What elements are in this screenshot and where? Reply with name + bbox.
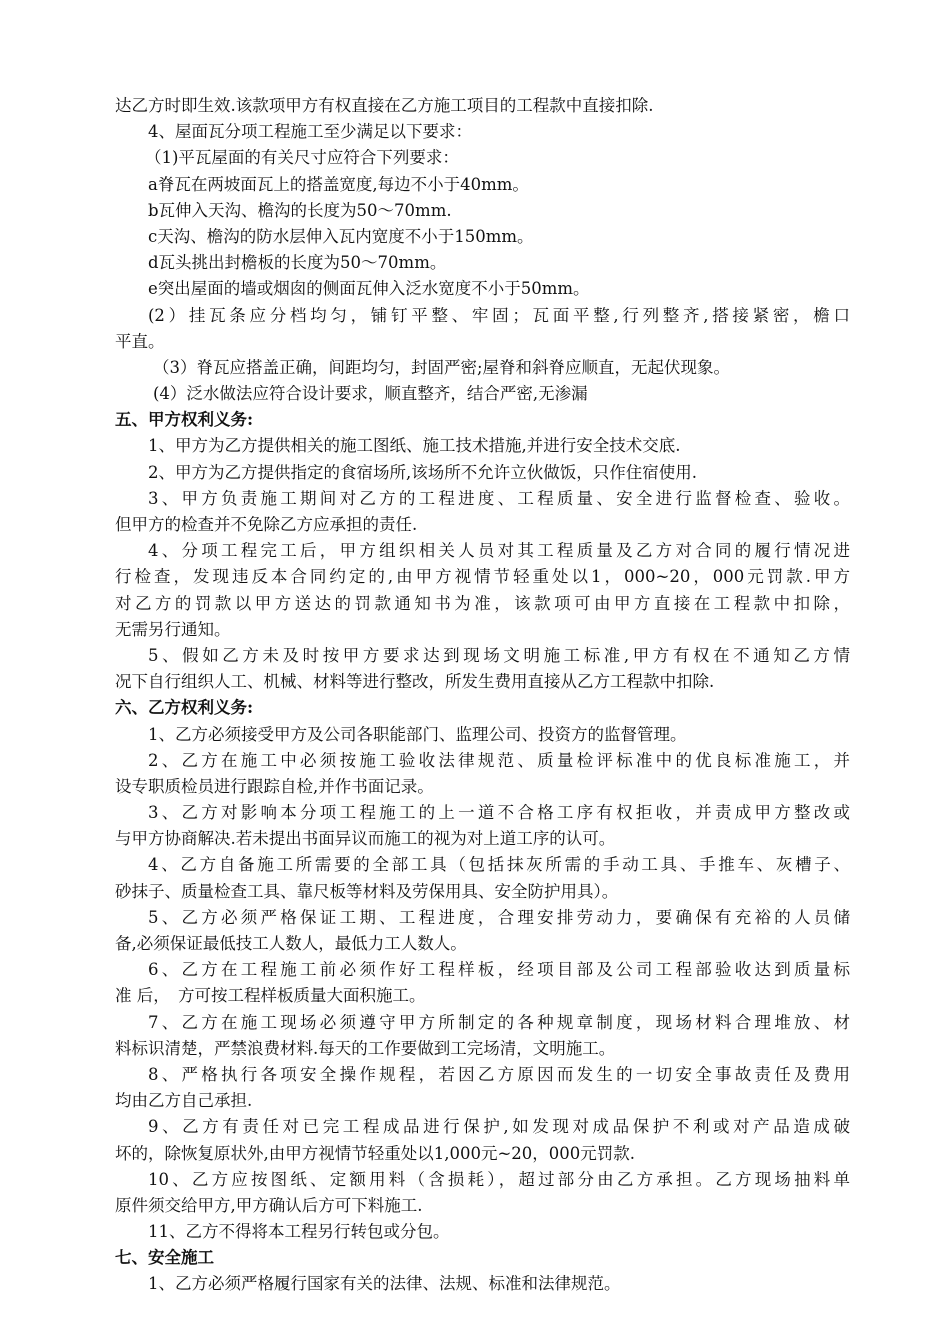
text-line: （3）脊瓦应搭盖正确，间距均匀，封固严密;屋脊和斜脊应顺直，无起伏现象。	[153, 357, 731, 377]
text-line: 5、乙方必须严格保证工期、工程进度，合理安排劳动力，要确保有充裕的人员储	[148, 907, 850, 927]
text-line: 2、甲方为乙方提供指定的食宿场所,该场所不允许立伙做饭，只作住宿使用.	[148, 462, 697, 482]
text-line: 与甲方协商解决.若未提出书面异议而施工的视为对上道工序的认可。	[115, 829, 616, 849]
text-line: （1)平瓦屋面的有关尺寸应符合下列要求：	[145, 148, 459, 168]
text-line: 无需另行通知。	[115, 619, 231, 639]
text-line: 但甲方的检查并不免除乙方应承担的责任.	[115, 515, 418, 534]
text-line: 原件须交给甲方,甲方确认后方可下料施工.	[115, 1195, 423, 1215]
text-line: 备,必须保证最低技工人数人，最低力工人数人。	[115, 934, 467, 953]
text-line: 4、乙方自备施工所需要的全部工具（包括抹灰所需的手动工具、手推车、灰槽子、	[148, 855, 850, 875]
text-line: a脊瓦在两坡面瓦上的搭盖宽度,每边不小于40mm。	[148, 174, 529, 194]
text-line: 坏的，除恢复原状外,由甲方视情节轻重处以1,000元~20，000元罚款.	[115, 1143, 636, 1163]
text-line: b瓦伸入天沟、檐沟的长度为50～70mm.	[148, 200, 452, 220]
text-line: 2、乙方在施工中必须按施工验收法律规范、质量检评标准中的优良标准施工，并	[148, 750, 850, 770]
text-line: 4、分项工程完工后，甲方组织相关人员对其工程质量及乙方对合同的履行情况进	[148, 541, 850, 561]
text-line: 5、假如乙方未及时按甲方要求达到现场文明施工标准,甲方有权在不通知乙方情	[148, 645, 850, 665]
text-line: 3、甲方负责施工期间对乙方的工程进度、工程质量、安全进行监督检查、验收。	[148, 488, 850, 508]
text-line: 对乙方的罚款以甲方送达的罚款通知书为准，该款项可由甲方直接在工程款中扣除，	[115, 593, 850, 613]
text-line: 3、乙方对影响本分项工程施工的上一道不合格工序有权拒收，并责成甲方整改或	[148, 803, 850, 823]
text-line: (2）挂瓦条应分档均匀，铺钉平整、牢固；瓦面平整,行列整齐,搭接紧密，檐口	[148, 305, 850, 325]
text-line: 平直。	[115, 331, 165, 351]
text-line: 均由乙方自己承担.	[115, 1091, 253, 1111]
text-line: 11、乙方不得将本工程另行转包或分包。	[148, 1222, 450, 1242]
text-line: 1、乙方必须严格履行国家有关的法律、法规、标准和法律规范。	[148, 1274, 621, 1294]
section-heading: 六、乙方权利义务:	[115, 698, 254, 718]
text-line: 达乙方时即生效.该款项甲方有权直接在乙方施工项目的工程款中直接扣除.	[115, 96, 654, 115]
text-line: 行检查，发现违反本合同约定的,由甲方视情节轻重处以1，000~20，000元罚款.甲方	[115, 567, 850, 587]
text-line: 准 后， 方可按工程样板质量大面积施工。	[115, 986, 426, 1006]
text-line: 设专职质检员进行跟踪自检,并作书面记录。	[115, 776, 434, 796]
text-line: 4、屋面瓦分项工程施工至少满足以下要求：	[148, 122, 472, 142]
text-line: 10、乙方应按图纸、定额用料（含损耗），超过部分由乙方承担。乙方现场抽料单	[148, 1169, 850, 1189]
text-line: 1、乙方必须接受甲方及公司各职能部门、监理公司、投资方的监督管理。	[148, 724, 687, 744]
text-line: 6、乙方在工程施工前必须作好工程样板，经项目部及公司工程部验收达到质量标	[148, 960, 850, 980]
text-line: d瓦头挑出封檐板的长度为50～70mm。	[148, 253, 447, 273]
text-line: 8、严格执行各项安全操作规程，若因乙方原因而发生的一切安全事故责任及费用	[148, 1064, 850, 1084]
text-line: 砂抹子、质量检查工具、靠尺板等材料及劳保用具、安全防护用具）。	[115, 881, 619, 901]
text-line: 9、乙方有责任对已完工程成品进行保护,如发现对成品保护不利或对产品造成破	[148, 1117, 850, 1137]
text-line: 7、乙方在施工现场必须遵守甲方所制定的各种规章制度，现场材料合理堆放、材	[148, 1012, 850, 1032]
text-line: 1、甲方为乙方提供相关的施工图纸、施工技术措施,并进行安全技术交底.	[148, 436, 681, 456]
section-heading: 五、甲方权利义务:	[115, 410, 254, 430]
text-line: (4）泛水做法应符合设计要求，顺直整齐，结合严密,无渗漏	[153, 384, 588, 404]
text-line: 料标识清楚，严禁浪费材料.每天的工作要做到工完场清，文明施工。	[115, 1038, 616, 1058]
text-line: c天沟、檐沟的防水层伸入瓦内宽度不小于150mm。	[148, 226, 534, 246]
section-heading: 七、安全施工	[115, 1248, 214, 1268]
text-line: 况下自行组织人工、机械、材料等进行整改，所发生费用直接从乙方工程款中扣除.	[115, 672, 715, 692]
text-line: e突出屋面的墙或烟囱的侧面瓦伸入泛水宽度不小于50mm。	[148, 279, 590, 299]
